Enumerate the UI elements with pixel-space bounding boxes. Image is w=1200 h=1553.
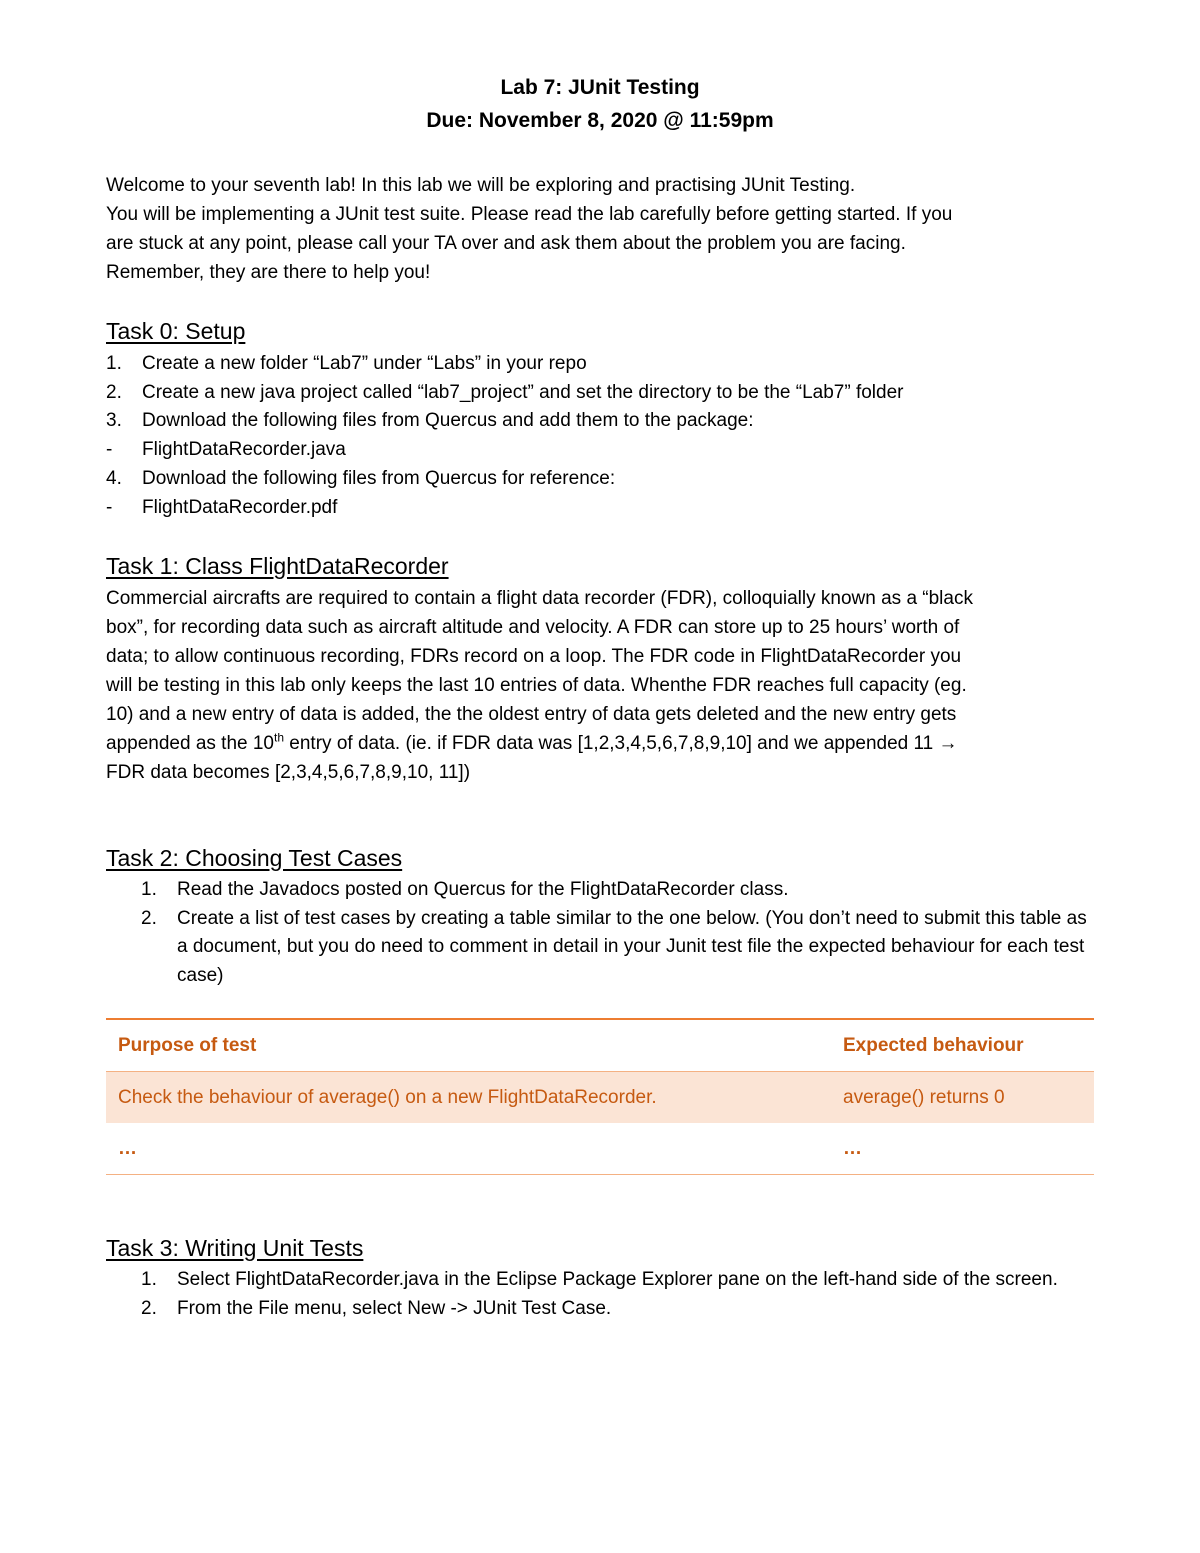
- task1-paragraph: [106, 584, 1106, 787]
- list-item: [106, 407, 1106, 436]
- list-item: [141, 876, 1101, 905]
- list-marker: 1.: [141, 1269, 157, 1290]
- list-marker: 4.: [106, 467, 122, 489]
- task1-line: 10) and a new entry of data is added, the the oldest entry of data gets deleted and the new entry gets: [106, 704, 957, 725]
- list-item-text: Read the Javadocs posted on Quercus for the FlightDataRecorder class.: [177, 879, 789, 900]
- table-cell: Check the behaviour of average() on a new FlightDataRecorder.: [106, 1072, 831, 1124]
- task1-line: Commercial aircrafts are required to contain a flight data recorder (FDR), colloquially known as a “black: [106, 588, 973, 609]
- list-item-text: Download the following files from Quercus and add them to the package:: [142, 410, 754, 432]
- list-item: [106, 465, 1106, 494]
- task1-line: [106, 729, 1106, 758]
- task1-line: data; to allow continuous recording, FDRs record on a loop. The FDR code in FlightDataRecorder you: [106, 646, 962, 667]
- list-item-text: Create a new java project called “lab7_project” and set the directory to be the “Lab7” folder: [142, 381, 904, 403]
- list-item-text: Download the following files from Quercus for reference:: [142, 467, 616, 489]
- list-marker: 1.: [141, 879, 157, 900]
- list-marker: 3.: [106, 410, 122, 432]
- list-marker: -: [106, 439, 113, 461]
- list-marker: 2.: [106, 381, 122, 403]
- intro-line: Welcome to your seventh lab! In this lab we will be exploring and practising JUnit Testing.: [106, 175, 856, 196]
- task3-heading: Task 3: Writing Unit Tests: [106, 1235, 364, 1261]
- table-row: [106, 1123, 1094, 1175]
- list-item: [141, 905, 1101, 991]
- intro-line: Remember, they are there to help you!: [106, 262, 431, 283]
- task1-line-part: entry of data. (ie. if FDR data was [1,2,3,4,5,6,7,8,9,10] and we appended 11 →: [284, 733, 958, 754]
- table-cell: average() returns 0: [831, 1072, 1094, 1124]
- task1-heading: Task 1: Class FlightDataRecorder: [106, 553, 449, 579]
- table-row: [106, 1072, 1094, 1124]
- list-item-text: FlightDataRecorder.java: [142, 439, 346, 461]
- list-marker: 1.: [106, 353, 122, 374]
- list-marker: 2.: [141, 907, 157, 929]
- task2-heading: Task 2: Choosing Test Cases: [106, 845, 403, 871]
- table-header-row: [106, 1019, 1094, 1072]
- task1-line-part: appended as the 10: [106, 733, 274, 754]
- task3-list: [141, 1266, 1101, 1323]
- test-cases-table: [106, 1018, 1094, 1175]
- intro-line: You will be implementing a JUnit test suite. Please read the lab carefully before getting started. If you: [106, 204, 953, 225]
- list-item: [106, 494, 1106, 523]
- list-item: [141, 1266, 1101, 1295]
- task0-heading: Task 0: Setup: [106, 318, 246, 344]
- intro-line: are stuck at any point, please call your TA over and ask them about the problem you are facing.: [106, 233, 906, 254]
- lab-title: Lab 7: JUnit Testing: [500, 76, 700, 99]
- list-item-text: Create a list of test cases by creating a table similar to the one below. (You don’t need to submit this table as a document, but you do need to comment in detail in your Junit test file the expected behaviour for each test case): [177, 907, 1087, 987]
- list-marker: 2.: [141, 1297, 157, 1319]
- task1-line: box”, for recording data such as aircraft altitude and velocity. A FDR can store up to 25 hours’ worth of: [106, 617, 960, 638]
- column-header: Purpose of test: [106, 1019, 831, 1072]
- task0-list: [106, 350, 1106, 522]
- column-header: Expected behaviour: [831, 1019, 1094, 1072]
- list-item-text: From the File menu, select New -> JUnit Test Case.: [177, 1297, 612, 1319]
- due-date: Due: November 8, 2020 @ 11:59pm: [426, 109, 774, 132]
- list-item-text: FlightDataRecorder.pdf: [142, 496, 338, 518]
- intro-paragraph: [106, 171, 1106, 287]
- table-cell: …: [106, 1123, 831, 1175]
- list-item: [106, 379, 1106, 408]
- list-item: [141, 1295, 1101, 1324]
- task1-line: will be testing in this lab only keeps the last 10 entries of data. Whenthe FDR reaches full capacity (eg.: [106, 675, 967, 696]
- task2-list: [141, 876, 1101, 991]
- table-cell: …: [831, 1123, 1094, 1175]
- list-item-text: Select FlightDataRecorder.java in the Eclipse Package Explorer pane on the left-hand side of the screen.: [177, 1269, 1058, 1290]
- list-marker: -: [106, 496, 113, 518]
- superscript: th: [274, 730, 285, 745]
- list-item: [106, 350, 1106, 379]
- list-item: [106, 436, 1106, 465]
- list-item-text: Create a new folder “Lab7” under “Labs” in your repo: [142, 353, 587, 374]
- task1-line: FDR data becomes [2,3,4,5,6,7,8,9,10, 11]): [106, 762, 471, 783]
